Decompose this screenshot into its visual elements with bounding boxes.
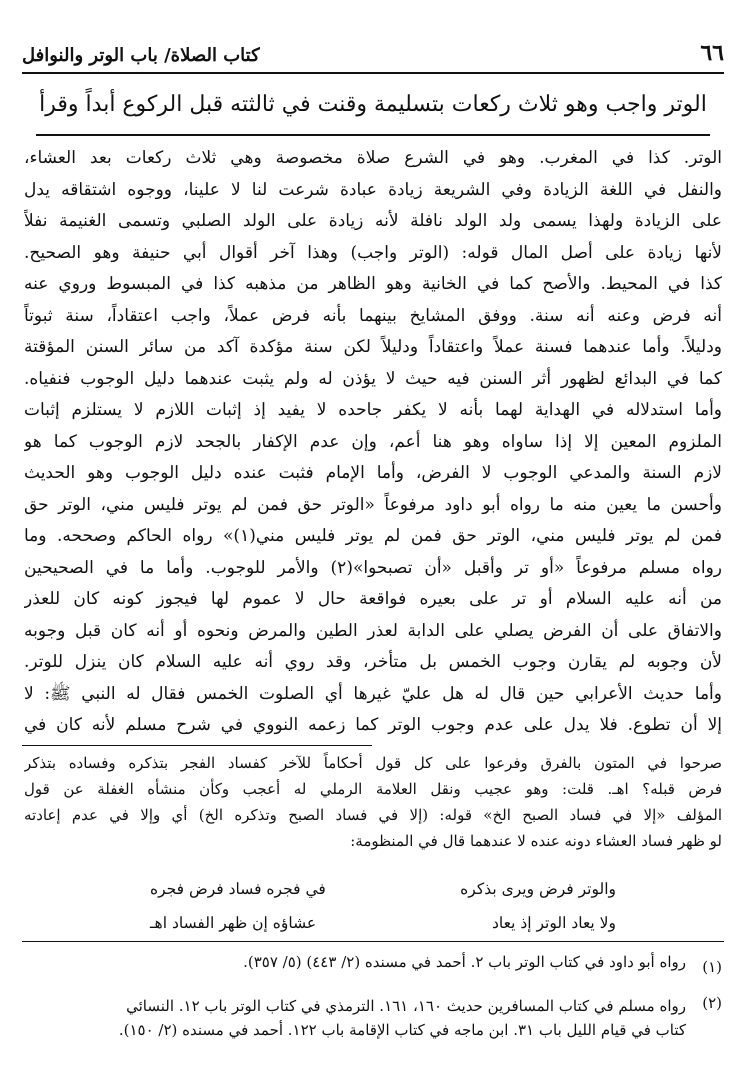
poem-verse bbox=[150, 872, 616, 906]
body-line: وأما حديث الأعرابي حين قال له هل عليّ غيرها أي الصلوت الخمس فقال له النبي ﷺ: لا bbox=[24, 683, 722, 704]
footnote-number: (١) bbox=[702, 958, 722, 976]
body-line: الوتر. كذا في المغرب. وهو في الشرع صلاة مخصوصة وهي ثلاث ركعات بعد العشاء، bbox=[24, 148, 722, 168]
footnote-text: رواه أبو داود في كتاب الوتر باب ٢. أحمد في مسنده (٢/ ٤٤٣) (٥/ ٣٥٧). bbox=[243, 953, 686, 971]
verse-second-hemistich: عشاؤه إن ظهر الفساد اهـ bbox=[150, 914, 317, 932]
footnote-text: كتاب في قيام الليل باب ٣١. ابن ماجه في كتاب الإقامة باب ١٢٢. أحمد في مسنده (٢/ ١٥٠). bbox=[118, 1021, 686, 1039]
footnote-item bbox=[24, 994, 722, 1042]
matn-rule-text: الوتر واجب وهو ثلاث ركعات بتسليمة وقنت في ثالثته قبل الركوع أبداً وقرأ bbox=[39, 92, 707, 117]
body-line: فمن لم يوتر فليس مني، الوتر حق فمن لم يوتر فليس مني(١)» رواه الحاكم وصححه. وما bbox=[24, 526, 722, 546]
body-line: كما في البدائع لظهور أثر السنن فيه حيث لا يؤذن له ولم يثبت عندهما دليل الوجوب فنفياه. bbox=[24, 368, 722, 389]
body-line: والاتفاق على أن الفرض يصلي على الدابة لعذر الطين والمرض ونحوه أو أنه كان قبل وجوبه bbox=[24, 620, 722, 641]
body-line: وأما استدلاله في الهداية لهما بأنه لا يكفر جاحده لا يفيد إذ إثبات اللازم لا يستلزم إثبات bbox=[24, 400, 722, 420]
body-line: والنفل في اللغة الزيادة وفي الشريعة زيادة عبادة شرعت لنا لا علينا، ووجوه اشتقاقه يدل bbox=[24, 179, 722, 200]
poem-verse bbox=[150, 906, 616, 940]
footnotes bbox=[24, 950, 722, 1042]
note-line: فرض قبله؟ اهـ. قلت: وهو عجيب ونقل العلامة الرملي له أعجب وكأن منشأه الغفلة عن قول bbox=[24, 780, 722, 798]
body-line: أنه فرض وعنه أنه سنة. ووفق المشايخ بينهما بأنه فرض عملاً، واجب اعتقاداً، سنة ثبوتاً bbox=[24, 305, 722, 326]
body-line: على الزيادة ولهذا يسمى ولد الولد نافلة لأنه زيادة على الولد الصلبي وتسمى الغنيمة نفلاً bbox=[24, 211, 722, 231]
note-line: لو ظهر فساد العشاء دونه عنده لا عندهما قال في المنظومة: bbox=[350, 832, 722, 850]
commentary-body bbox=[24, 143, 722, 742]
running-title: كتاب الصلاة/ باب الوتر والنوافل bbox=[22, 45, 260, 66]
footnote-number: (٢) bbox=[702, 994, 722, 1012]
note-line: صرحوا في المتون بالفرق وفرعوا على كل قول أحكاماً للآخر كفساد الفجر بتذكره وفساده بتذكر bbox=[24, 754, 722, 772]
footnote-divider bbox=[22, 941, 724, 942]
body-line: ودليلاً. وأما عندهما فسنة عملاً واعتقاداً ودليلاً لكن سنة مؤكدة آكد من سائر السنن المؤقتة bbox=[24, 337, 722, 357]
hashiya-divider bbox=[22, 745, 372, 746]
page-number: ٦٦ bbox=[700, 40, 724, 66]
footnote-text: رواه مسلم في كتاب المسافرين حديث ١٦٠، ١٦١. الترمذي في كتاب الوتر باب ١٢. النسائي bbox=[126, 997, 686, 1015]
body-line: من أنه عليه السلام أو تر على بعيره فواقعة حال لا عموم لها فيجوز كونه كان للعذر bbox=[24, 589, 722, 609]
body-line: الملزوم المعين إلا إذا ساواه وهو هنا أعم، وإن عدم الإكفار بالجحد لازم الوجوب كما هو bbox=[24, 431, 722, 452]
verse-first-hemistich: ولا يعاد الوتر إذ يعاد bbox=[492, 914, 616, 932]
body-line: لأن وجوبه لم يقارن وجوب الخمس بل متأخر، وقد روي أنه عليه السلام كان ينزل للوتر. bbox=[24, 652, 722, 672]
note-line: المؤلف «إلا في فساد الصبح الخ» قوله: (إلا في فساد الصبح وتذكره الخ) أي وإلا في عدم إعادته bbox=[24, 806, 722, 824]
verse-second-hemistich: في فجره فساد فرض فجره bbox=[150, 880, 326, 898]
page-header bbox=[22, 38, 724, 74]
manzuma-poem bbox=[150, 872, 616, 940]
body-line: إلا أن تطوع. فلا يدل على عدم وجوب الوتر كما زعمه النووي في شرح مسلم لأنه كان في bbox=[24, 715, 722, 735]
body-line: لأنها زيادة على أصل المال قوله: (الوتر واجب) وهذا آخر أقوال أبي حنيفة وهو الصحيح. bbox=[24, 242, 722, 263]
body-line: كذا في المحيط. والأصح كما في الخانية وهو الظاهر من مذهبه كذا في المبسوط وروي عنه bbox=[24, 274, 722, 294]
body-line: رواه مسلم مرفوعاً «أو تر وأقبل «أن تصبحوا»(٢) والأمر للوجوب. وأما ما في الصحيحين bbox=[24, 557, 722, 578]
body-line: لازم السنة والمدعي الوجوب لا الفرض، وأما الإمام فثبت عنده دليل الوجوب وهو الحديث bbox=[24, 463, 722, 483]
rule-underline bbox=[36, 134, 710, 136]
body-line: وأحسن ما يعين منه ما رواه أبو داود مرفوعاً «الوتر حق فمن لم يوتر فليس مني، الوتر حق bbox=[24, 494, 722, 515]
footnote-item bbox=[24, 950, 722, 984]
verse-first-hemistich: والوتر فرض ويرى بذكره bbox=[460, 880, 616, 898]
hashiya-notes bbox=[24, 750, 722, 854]
